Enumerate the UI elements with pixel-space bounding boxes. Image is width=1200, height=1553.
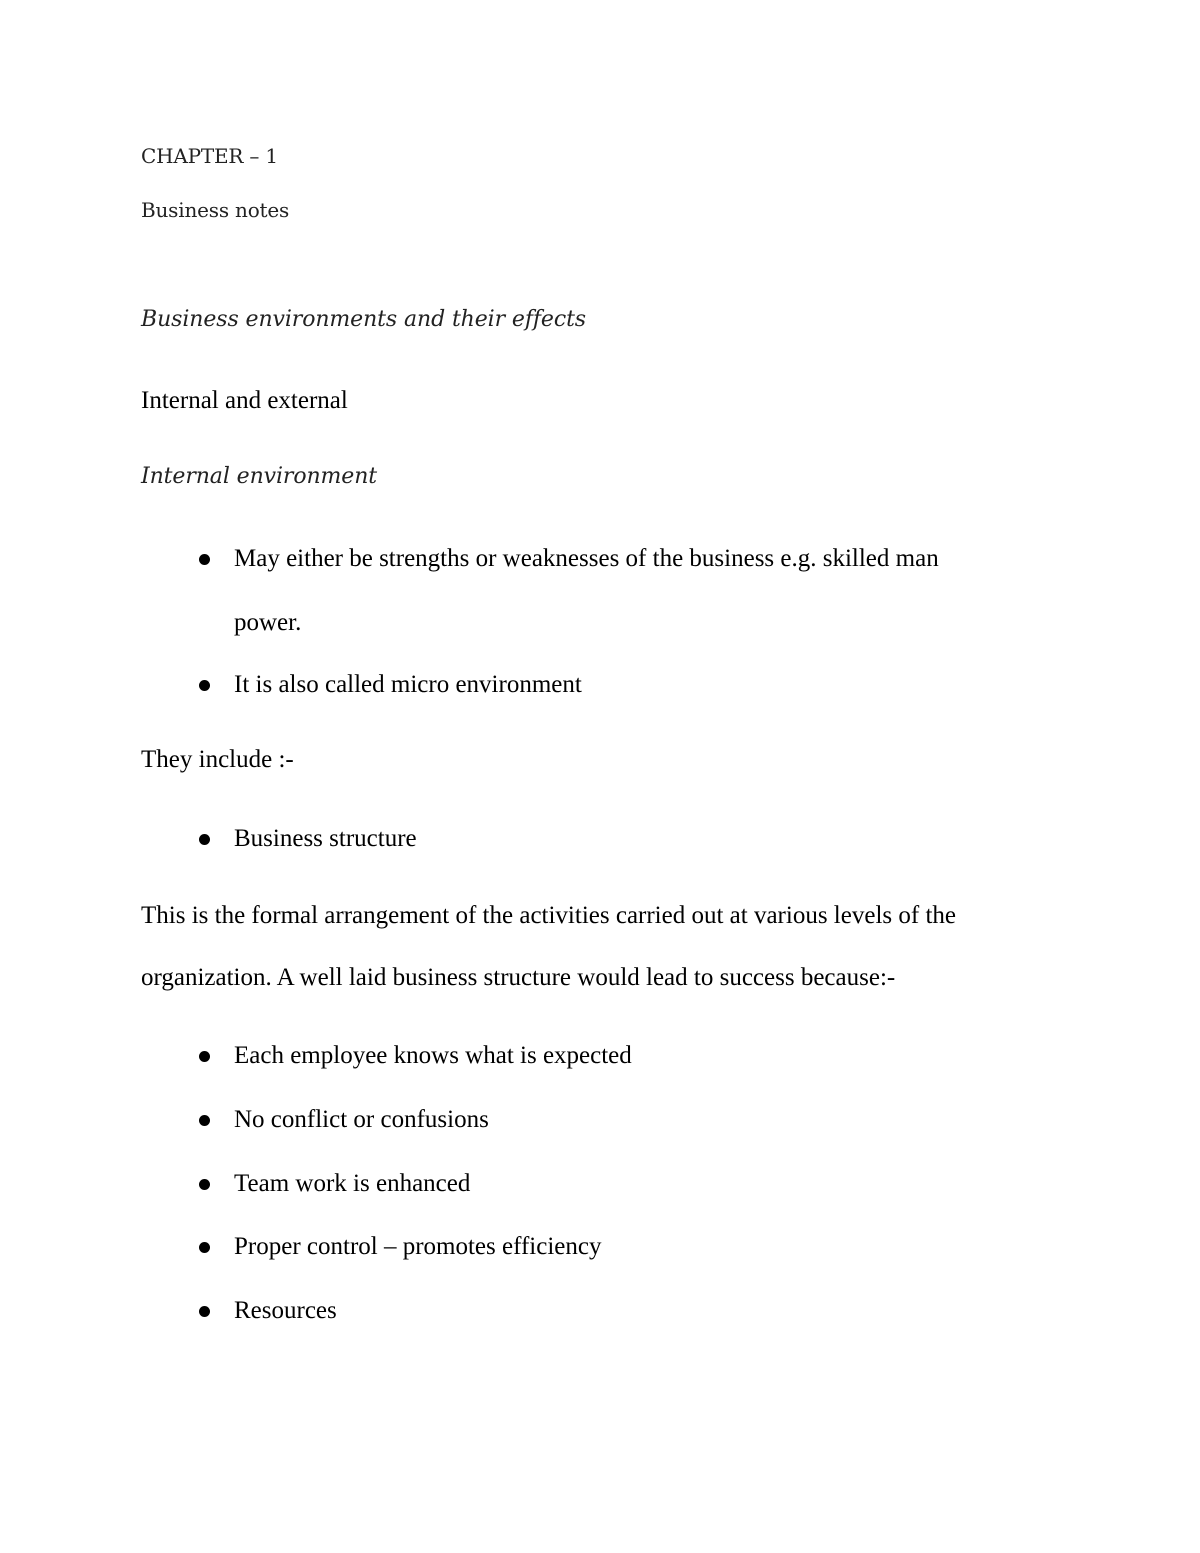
bullet-icon: [199, 1306, 210, 1317]
internal-environment-heading: Internal environment: [141, 464, 378, 489]
list-item-text: Business structure: [234, 825, 417, 852]
document-subtitle: Business notes: [141, 198, 290, 222]
list-item-text: Each employee knows what is expected: [234, 1042, 632, 1069]
paragraph-line: This is the formal arrangement of the activities carried out at various levels of the: [141, 902, 956, 929]
include-intro: They include :-: [141, 746, 294, 773]
bullet-icon: [199, 1242, 210, 1253]
list-item-text: It is also called micro environment: [234, 671, 582, 698]
bullet-icon: [199, 554, 210, 565]
paragraph-line: organization. A well laid business structure would lead to success because:-: [141, 964, 896, 991]
section-title: Business environments and their effects: [141, 307, 586, 332]
subsection-title: Internal and external: [141, 387, 348, 414]
bullet-icon: [199, 834, 210, 845]
list-item-text: Team work is enhanced: [234, 1170, 471, 1197]
chapter-heading: CHAPTER – 1: [141, 144, 278, 168]
list-item-text: May either be strengths or weaknesses of the business e.g. skilled man: [234, 545, 939, 572]
bullet-icon: [199, 1051, 210, 1062]
list-item-text: Proper control – promotes efficiency: [234, 1233, 602, 1260]
bullet-icon: [199, 680, 210, 691]
list-item-text: power.: [234, 609, 302, 636]
bullet-icon: [199, 1179, 210, 1190]
list-item-text: Resources: [234, 1297, 337, 1324]
list-item-text: No conflict or confusions: [234, 1106, 489, 1133]
bullet-icon: [199, 1115, 210, 1126]
